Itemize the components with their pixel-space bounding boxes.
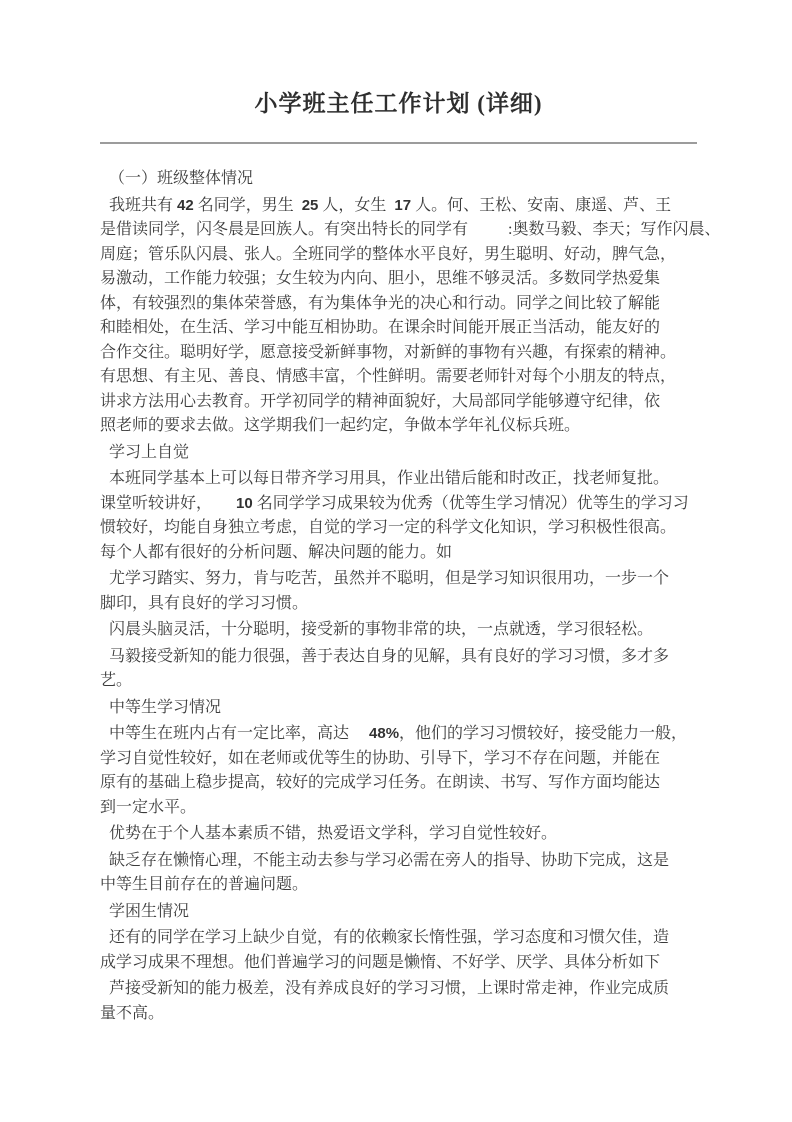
bold-number: 17 — [394, 196, 412, 214]
text-run: 芦接受新知的能力极差，没有养成良好的学习习惯，上课时常走神，作业完成质 — [109, 980, 670, 997]
text-run: 课堂听较讲好， — [100, 494, 237, 512]
text-line — [100, 796, 697, 821]
text-run: 每个人都有很好的分析问题、解决问题的能力。如 — [100, 543, 453, 561]
bold-number: 48% — [369, 725, 400, 742]
text-line — [100, 669, 697, 694]
text-run: 和睦相处，在生活、学习中能互相协助。在课余时间能开展正当活动，能友好的 — [100, 319, 661, 336]
bold-number: 10 — [236, 494, 253, 512]
text-run: 有思想、有主见、善良、情感丰富，个性鲜明。需要老师针对每个小朋友的特点， — [100, 368, 677, 385]
text-run: 学习上自觉 — [109, 443, 190, 461]
text-line — [100, 849, 697, 874]
text-line — [100, 722, 697, 747]
text-line — [100, 365, 697, 390]
text-line — [100, 926, 697, 951]
text-line — [100, 267, 697, 292]
text-run: 易激动，工作能力较强；女生较为内向、胆小，思维不够灵活。多数同学热爱集 — [100, 270, 661, 287]
text-run: 惯较好，均能自身独立考虑，自觉的学习一定的科学文化知识，学习积极性很高。 — [100, 519, 677, 536]
text-line — [100, 414, 697, 439]
text-line — [100, 771, 697, 796]
text-line — [100, 951, 697, 976]
bold-number: 25 — [301, 196, 319, 214]
text-run: 马毅接受新知的能力很强，善于表达自身的见解，具有良好的学习习惯，多才多 — [109, 647, 670, 665]
title-divider — [100, 142, 697, 144]
text-line — [100, 747, 697, 772]
text-run: 人。何、王松、安南、康遥、芦、王 — [411, 196, 672, 214]
text-run: 学习自觉性较好，如在老师或优等生的协助、引导下，学习不存在问题，并能在 — [100, 749, 661, 767]
text-run: 艺。 — [100, 672, 133, 689]
text-run: 成学习成果不理想。他们普遍学习的问题是懒惰、不好学、厌学、具体分析如下 — [100, 953, 661, 971]
text-line — [100, 645, 697, 670]
text-run: 闪晨头脑灵活，十分聪明，接受新的事物非常的块，一点就透，学习很轻松。 — [109, 621, 654, 638]
text-run: 还有的同学在学习上缺少自觉，有的依赖家长惰性强，学习态度和习惯欠佳，造 — [109, 929, 670, 946]
text-line — [100, 492, 697, 517]
text-run: ，他们的学习习惯较好，接受能力一般， — [399, 725, 688, 742]
text-run: 学困生情况 — [109, 902, 190, 920]
text-run: 优势在于个人基本素质不错，热爱语文学科，学习自觉性较好。 — [109, 825, 558, 842]
text-run: 中等生学习情况 — [109, 698, 222, 716]
text-line — [100, 822, 697, 847]
bold-number: 42 — [177, 196, 194, 214]
text-line — [100, 292, 697, 317]
text-line — [100, 441, 697, 466]
text-run: 体，有较强烈的集体荣誉感，有为集体争光的决心和行动。同学之间比较了解能 — [100, 294, 661, 312]
text-run: 合作交往。聪明好学，愿意接受新鲜事物，对新鲜的事物有兴趣，有探索的精神。 — [100, 343, 677, 361]
text-run: 原有的基础上稳步提高，较好的完成学习任务。在朗读、书写、写作方面均能达 — [100, 774, 661, 791]
text-line — [100, 390, 697, 415]
text-run: 到一定水平。 — [100, 798, 197, 816]
text-line — [100, 194, 697, 219]
text-line — [100, 243, 697, 268]
text-run: 脚印，具有良好的学习习惯。 — [100, 594, 309, 612]
text-run: 名同学，男生 — [193, 196, 302, 214]
text-run: （一）班级整体情况 — [109, 170, 254, 187]
text-line — [100, 541, 697, 566]
text-line — [100, 977, 697, 1002]
text-run: 我班共有 — [109, 196, 178, 214]
text-run: 周庭；管乐队闪晨、张人。全班同学的整体水平良好，男生聪明、好动，脾气急， — [100, 245, 677, 263]
text-line — [100, 316, 697, 341]
text-line — [100, 567, 697, 592]
text-line — [100, 218, 721, 243]
text-line — [100, 592, 697, 617]
text-run: 照老师的要求去做。这学期我们一起约定，争做本学年礼仪标兵班。 — [100, 417, 581, 434]
text-line — [100, 516, 697, 541]
document-title: 小学班主任工作计划 (详细) — [254, 91, 543, 116]
text-run: 量不高。 — [100, 1004, 165, 1022]
text-run: 中等生在班内占有一定比率，高达 — [109, 725, 370, 742]
text-run: 尤学习踏实、努力，肯与吃苦，虽然并不聪明，但是学习知识很用功，一步一个 — [109, 570, 670, 587]
text-run: 缺乏存在懒惰心理，不能主动去参与学习必需在旁人的指导、协助下完成，这是 — [109, 851, 670, 869]
text-line — [100, 1002, 697, 1027]
text-line — [100, 696, 697, 721]
text-line — [100, 167, 697, 192]
text-line — [100, 467, 697, 492]
text-run: 本班同学基本上可以每日带齐学习用具，作业出错后能和时改正，找老师复批。 — [109, 470, 670, 487]
text-line — [100, 618, 697, 643]
text-line — [100, 873, 697, 898]
text-line — [100, 900, 697, 925]
text-line — [100, 341, 697, 366]
document-body — [100, 167, 721, 1026]
text-run: 中等生目前存在的普遍问题。 — [100, 876, 309, 893]
text-run: 讲求方法用心去教育。开学初同学的精神面貌好，大局部同学能够遵守纪律，依 — [100, 392, 661, 410]
text-run: 人，女生 — [318, 196, 395, 214]
text-run: 名同学学习成果较为优秀（优等生学习情况）优等生的学习习 — [252, 494, 689, 512]
text-run: 是借读同学，闪冬晨是回族人。有突出特长的同学有 :奥数马毅、李天；写作闪晨、 — [100, 221, 721, 238]
